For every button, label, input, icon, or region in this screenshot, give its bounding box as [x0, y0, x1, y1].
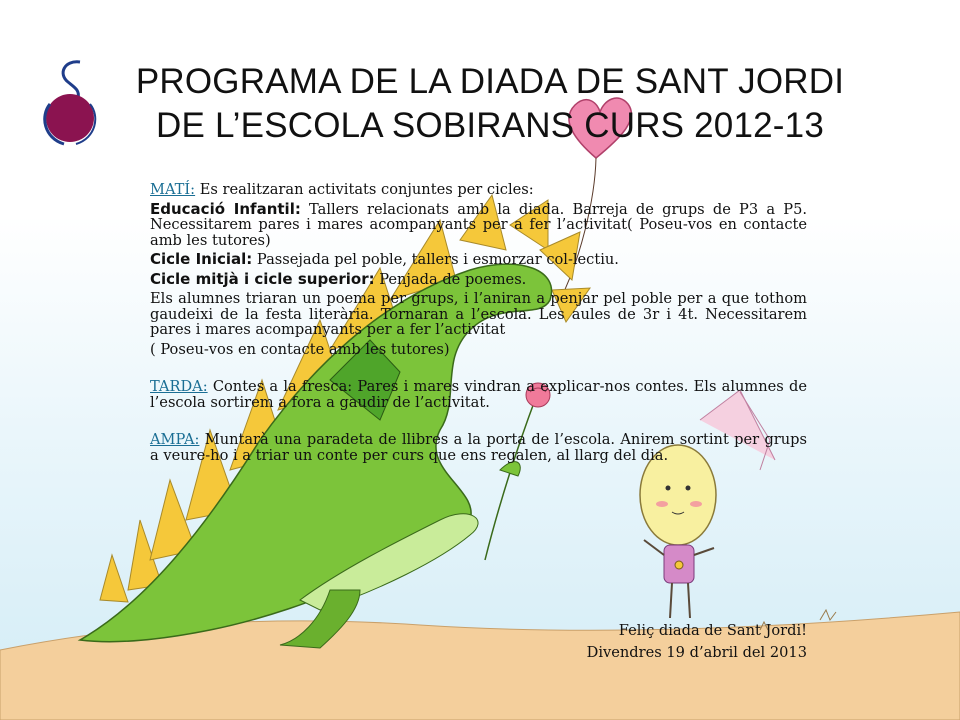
- inicial-text: Passejada pel poble, tallers i esmorzar col-lectiu.: [252, 251, 619, 268]
- mati-intro-text: Es realitzaran activitats conjuntes per cicles:: [195, 181, 534, 198]
- inicial-label: Cicle Inicial:: [150, 250, 253, 268]
- superior-paragraph: [150, 269, 807, 288]
- program-content: [150, 182, 807, 463]
- tarda-paragraph: [150, 379, 807, 410]
- footer-greeting: Feliç diada de Sant Jordi!: [618, 622, 807, 639]
- mati-intro: [150, 182, 807, 198]
- alumnes-paragraph: Els alumnes triaran un poema per grups, i l’aniran a penjar pel poble per a que tothom gaudeixi de la festa literària. Tornaran a l’escola. Les aules de 3r i 4t. Necessitarem pares i mares acompanyants per a fer l’activitat: [150, 290, 807, 338]
- contact-paragraph: ( Poseu-vos en contacte amb les tutores): [150, 340, 450, 358]
- superior-text: Penjada de poemes.: [374, 270, 527, 288]
- title-line-1: PROGRAMA DE LA DIADA DE SANT JORDI: [135, 62, 845, 101]
- footer: [587, 620, 807, 664]
- infantil-text: Tallers relacionats amb la diada. Barreja de grups de P3 a P5. Necessitarem pares i mares acompanyants per a fer l’activitat( Poseu-vos en contacte amb les tutores): [150, 200, 807, 249]
- ampa-heading: AMPA:: [150, 431, 200, 448]
- page-title: [100, 60, 880, 148]
- title-line-2: DE L’ESCOLA SOBIRANS CURS 2012-13: [156, 106, 824, 145]
- superior-label: Cicle mitjà i cicle superior:: [150, 269, 375, 288]
- infantil-label: Educació Infantil:: [150, 199, 301, 218]
- grass-tuft: [820, 610, 836, 620]
- mati-heading: MATÍ:: [150, 181, 196, 198]
- infantil-paragraph: [150, 199, 807, 249]
- footer-date: Divendres 19 d’abril del 2013: [586, 644, 807, 661]
- tarda-heading: TARDA:: [150, 378, 208, 395]
- school-logo-icon: [38, 56, 102, 146]
- ampa-text: Muntarà una paradeta de llibres a la porta de l’escola. Anirem sortint per grups a veure-ho i a triar un conte per curs que ens regalen, al llarg del dia.: [150, 431, 807, 464]
- inicial-paragraph: [150, 252, 807, 268]
- ampa-paragraph: [150, 432, 807, 463]
- tarda-text: Contes a la fresca: Pares i mares vindran a explicar-nos contes. Els alumnes de l’escola sortirem a fora a gaudir de l’activitat.: [150, 378, 807, 411]
